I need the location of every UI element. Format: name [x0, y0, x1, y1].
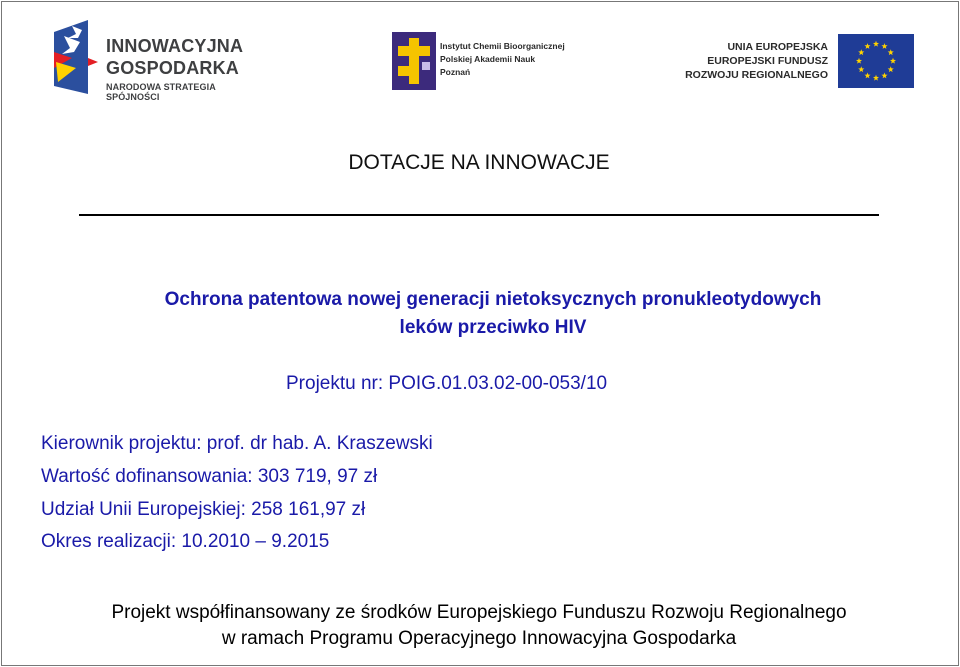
- eu-logo-line2: EUROPEJSKI FUNDUSZ: [707, 55, 828, 67]
- eu-logo-line3: ROZWOJU REGIONALNEGO: [685, 69, 828, 81]
- footer-line2: w ramach Programu Operacyjnego Innowacyjna Gospodarka: [221, 628, 737, 649]
- icb-logo-line2: Polskiej Akademii Nauk: [440, 54, 536, 64]
- eu-share: Udział Unii Europejskiej: 258 161,97 zł: [41, 499, 366, 520]
- ig-logo-line3: NARODOWA STRATEGIA SPÓJNOŚCI: [106, 82, 216, 102]
- project-subject: [0, 286, 960, 342]
- footer-line1: Projekt współfinansowany ze środków Europejskiego Funduszu Rozwoju Regionalnego: [111, 602, 847, 623]
- project-subject-line1: Ochrona patentowa nowej generacji nietoksycznych pronukleotydowych: [164, 289, 822, 310]
- title-divider: [79, 214, 879, 216]
- eu-flag-icon: [838, 34, 914, 88]
- icb-emblem-icon: [392, 32, 436, 90]
- eu-logo-text: [685, 40, 828, 82]
- eu-logo-line1: UNIA EUROPEJSKA: [727, 41, 828, 53]
- ig-logo-line2: GOSPODARKA: [106, 58, 240, 78]
- page-title: DOTACJE NA INNOWACJE: [348, 151, 610, 174]
- innowacyjna-gospodarka-emblem-icon: [50, 18, 100, 98]
- project-number: Projektu nr: POIG.01.03.02-00-053/10: [286, 373, 608, 394]
- ig-logo-line1: INNOWACYJNA: [106, 36, 244, 56]
- realization-period: Okres realizacji: 10.2010 – 9.2015: [41, 531, 330, 552]
- innowacyjna-gospodarka-logo: [48, 16, 268, 100]
- icb-logo-line3: Poznań: [440, 67, 471, 77]
- footer-note: [0, 600, 958, 652]
- eu-logo: [685, 34, 914, 94]
- icb-pan-logo: [392, 32, 602, 94]
- project-subject-line2: leków przeciwko HIV: [399, 317, 587, 338]
- icb-logo-line1: Instytut Chemii Bioorganicznej: [440, 41, 565, 51]
- project-manager: Kierownik projektu: prof. dr hab. A. Kraszewski: [41, 433, 433, 454]
- cofinancing-value: Wartość dofinansowania: 303 719, 97 zł: [41, 466, 378, 487]
